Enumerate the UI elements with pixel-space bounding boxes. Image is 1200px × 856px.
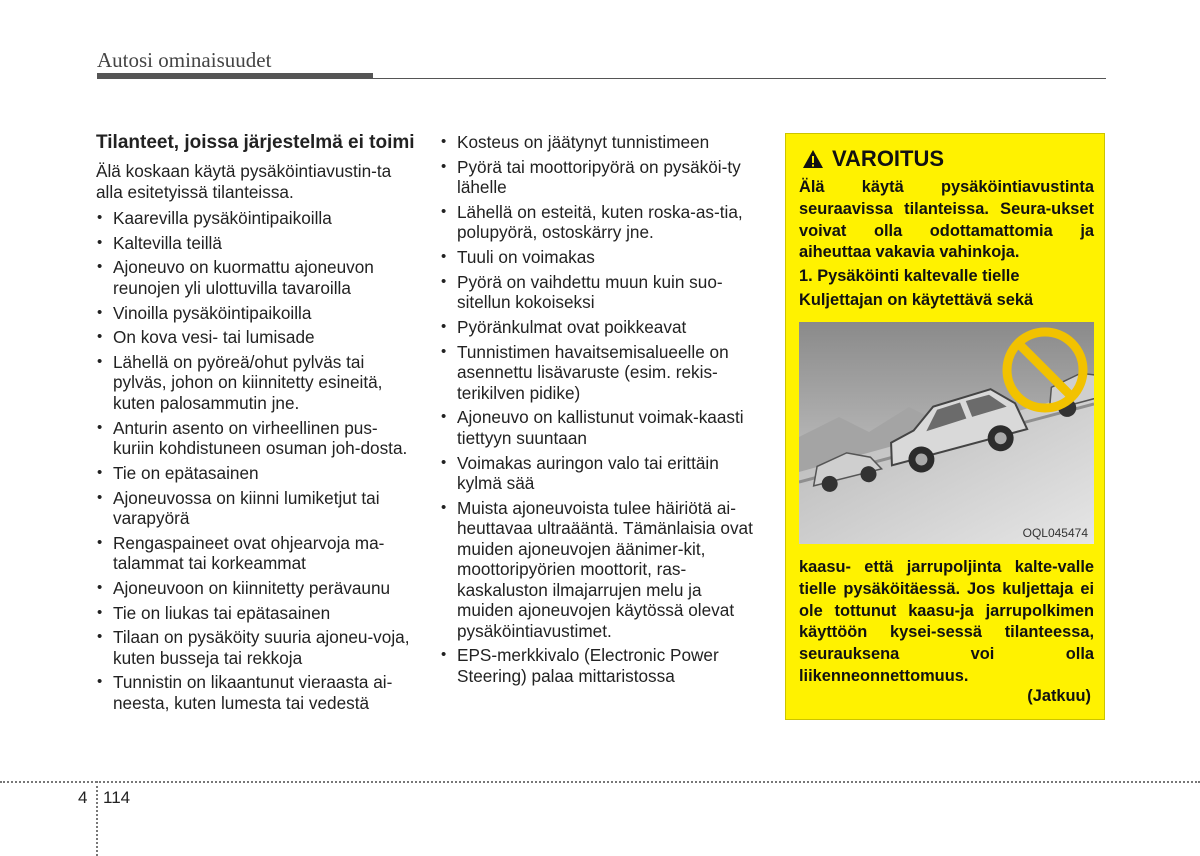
list-item: • Tie on liukas tai epätasainen	[96, 603, 416, 624]
warning-subheading: 1. Pysäköinti kaltevalle tielle	[799, 267, 1020, 286]
list-item: • Muista ajoneuvoista tulee häiriötä ai-heuttavaa ultraääntä. Tämänlaisia ovat muiden ajoneuvojen äänimer-kit, moottoripyörien moottorit, ras-kaskaluston ilmajarrujen melu ja muiden ajoneuvojen käytössä olevat pysäköintiavustimet.	[440, 498, 762, 642]
list-item: • Tuuli on voimakas	[440, 247, 762, 268]
left-column	[96, 132, 416, 718]
list-item: • Lähellä on esteitä, kuten roska-as-tia, polupyörä, ostoskärry jne.	[440, 202, 762, 243]
list-item: • Tilaan on pysäköity suuria ajoneu-voja, kuten busseja tai rekkoja	[96, 627, 416, 668]
warning-triangle-icon	[802, 149, 824, 169]
chapter-header-title: Autosi ominaisuudet	[97, 48, 272, 72]
header-rule	[373, 78, 1106, 79]
list-item: • Ajoneuvoon on kiinnitetty perävaunu	[96, 578, 416, 599]
list-item: • Tunnistin on likaantunut vieraasta ai-neesta, kuten lumesta tai vedestä	[96, 672, 416, 713]
list-item: • Tunnistimen havaitsemisalueelle on asennettu lisävaruste (esim. rekis-terikilven pidike)	[440, 342, 762, 404]
list-item: • Pyörä on vaihdettu muun kuin suo-sitellun kokoiseksi	[440, 272, 762, 313]
intro-paragraph: Älä koskaan käytä pysäköintiavustin-ta alla esitetyissä tilanteissa.	[96, 161, 392, 202]
list-item: • Vinoilla pysäköintipaikoilla	[96, 303, 416, 324]
list-item: • Voimakas auringon valo tai erittäin kylmä sää	[440, 453, 762, 494]
list-item: • Ajoneuvo on kallistunut voimak-kaasti tiettyyn suuntaan	[440, 407, 762, 448]
warning-intro: Älä käytä pysäköintiavustinta seuraavissa tilanteissa. Seura-ukset voivat olla odottamattomia ja aiheuttaa vakavia vahinkoja.	[799, 178, 1094, 262]
list-item: • Ajoneuvossa on kiinni lumiketjut tai varapyörä	[96, 488, 416, 529]
image-code: OQL045474	[1022, 526, 1088, 540]
warning-text-after: kaasu- että jarrupoljinta kalte-valle tielle pysäköitäessä. Jos kuljettaja ei ole tottunut kaasu-ja jarrupolkimen käyttöön kysei-sessä tilanteessa, seurauksena voi olla liikenneonnettomuus.	[799, 558, 1094, 685]
warning-text-before: Kuljettajan on käytettävä sekä	[799, 290, 1034, 309]
header-accent-bar	[97, 73, 373, 79]
section-heading: Tilanteet, joissa järjestelmä ei toimi	[96, 132, 415, 153]
middle-bullet-list	[440, 132, 762, 686]
list-item: • Ajoneuvo on kuormattu ajoneuvon reunojen yli ulottuvilla tavaroilla	[96, 257, 416, 298]
sloped-parking-illustration	[799, 322, 1094, 544]
warning-title	[802, 146, 944, 172]
list-item: • Lähellä on pyöreä/ohut pylväs tai pylväs, johon on kiinnitetty esineitä, kuten palosammutin jne.	[96, 352, 416, 414]
list-item: • Kaarevilla pysäköintipaikoilla	[96, 208, 416, 229]
warning-top-text	[799, 177, 1094, 312]
list-item: • Pyöränkulmat ovat poikkeavat	[440, 317, 762, 338]
warning-bottom-text	[799, 557, 1094, 688]
continue-label: (Jatkuu)	[1027, 687, 1091, 705]
middle-column	[440, 132, 762, 691]
list-item: • Rengaspaineet ovat ohjearvoja ma-talammat tai korkeammat	[96, 533, 416, 574]
list-item: • On kova vesi- tai lumisade	[96, 327, 416, 348]
list-item: • Tie on epätasainen	[96, 463, 416, 484]
footer-dotted-divider	[96, 781, 98, 856]
warning-box	[785, 133, 1105, 720]
page-number: 114	[103, 788, 131, 807]
left-bullet-list	[96, 208, 416, 713]
list-item: • Kaltevilla teillä	[96, 233, 416, 254]
chapter-number: 4	[78, 788, 88, 807]
footer-dotted-rule	[0, 781, 1200, 783]
list-item: • EPS-merkkivalo (Electronic Power Steering) palaa mittaristossa	[440, 645, 762, 686]
list-item: • Pyörä tai moottoripyörä on pysäköi-ty lähelle	[440, 157, 762, 198]
list-item: • Anturin asento on virheellinen pus-kuriin kohdistuneen osuman joh-dosta.	[96, 418, 416, 459]
warning-title-text: VAROITUS	[832, 146, 945, 171]
car-on-slope-image	[799, 322, 1094, 544]
list-item: • Kosteus on jäätynyt tunnistimeen	[440, 132, 762, 153]
